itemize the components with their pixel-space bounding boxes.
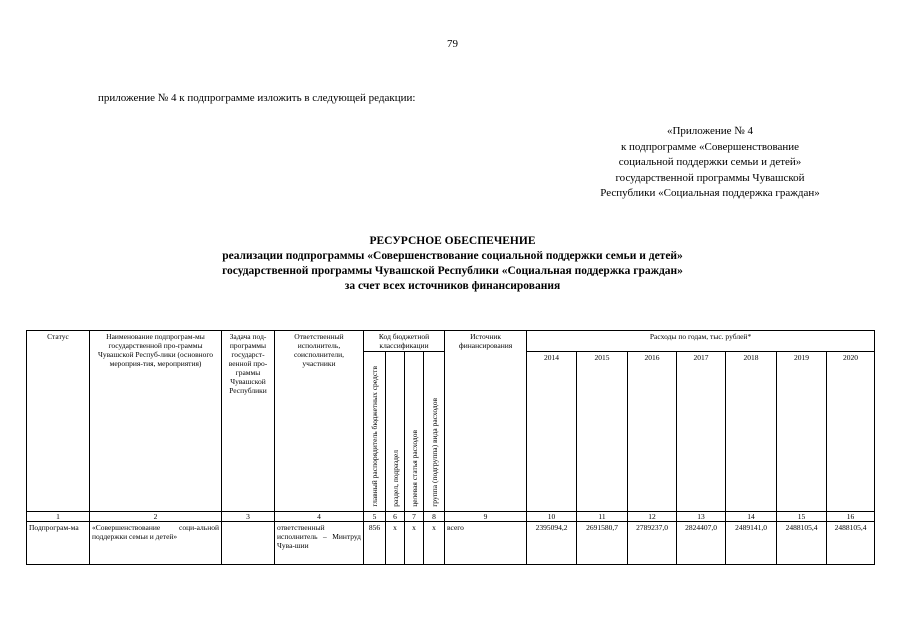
header-executor: Ответственный исполнитель, соисполнители, участники xyxy=(275,331,364,512)
appendix-line: «Приложение № 4 xyxy=(666,125,754,137)
cell-value: 2395094,2 xyxy=(527,522,577,565)
column-number: 5 xyxy=(364,512,386,522)
header-year: 2017 xyxy=(677,352,726,512)
column-number: 14 xyxy=(726,512,777,522)
column-number: 3 xyxy=(222,512,275,522)
heading-line: государственной программы Чувашской Республики «Социальная поддержка граждан» xyxy=(222,265,683,277)
column-number: 2 xyxy=(90,512,222,522)
header-section xyxy=(386,352,405,512)
column-number: 11 xyxy=(577,512,628,522)
header-year: 2015 xyxy=(577,352,628,512)
cell-status: Подпрограм-ма xyxy=(27,522,90,565)
header-expenses: Расходы по годам, тыс. рублей* xyxy=(527,331,875,352)
column-number: 9 xyxy=(445,512,527,522)
cell-value: 2824407,0 xyxy=(677,522,726,565)
appendix-block xyxy=(560,124,860,202)
header-year: 2014 xyxy=(527,352,577,512)
column-number-row xyxy=(27,512,875,522)
appendix-line: Республики «Социальная поддержка граждан» xyxy=(600,187,820,199)
column-number: 1 xyxy=(27,512,90,522)
intro-text: приложение № 4 к подпрограмме изложить в следующей редакции: xyxy=(98,92,416,104)
header-target xyxy=(405,352,424,512)
column-number: 12 xyxy=(628,512,677,522)
appendix-line: социальной поддержки семьи и детей» xyxy=(618,156,802,168)
header-source: Источник финансирования xyxy=(445,331,527,512)
header-grbs xyxy=(364,352,386,512)
column-number: 8 xyxy=(424,512,445,522)
header-task: Задача под-программы государст-венной про-граммы Чувашской Республики xyxy=(222,331,275,512)
cell-grbs: 856 xyxy=(364,522,386,565)
header-section-text: раздел, подраздел xyxy=(390,450,400,507)
appendix-line: государственной программы Чувашской xyxy=(615,171,805,184)
resource-table xyxy=(26,330,875,565)
cell-section: х xyxy=(386,522,405,565)
heading-line: реализации подпрограммы «Совершенствование социальной поддержки семьи и детей» xyxy=(222,250,683,262)
header-group-text: группа (подгруппа) вида расходов xyxy=(429,398,439,507)
cell-task xyxy=(222,522,275,565)
column-number: 7 xyxy=(405,512,424,522)
document-heading xyxy=(0,234,905,294)
table-row xyxy=(27,522,875,565)
header-target-text: целевая статья расходов xyxy=(409,430,419,507)
cell-value: 2489141,0 xyxy=(726,522,777,565)
header-status: Статус xyxy=(27,331,90,512)
column-number: 6 xyxy=(386,512,405,522)
header-year: 2018 xyxy=(726,352,777,512)
page-number: 79 xyxy=(447,38,458,50)
heading-line: за счет всех источников финансирования xyxy=(344,280,561,292)
header-year: 2020 xyxy=(827,352,875,512)
header-name: Наименование подпрограм-мы государственной про-граммы Чувашской Респуб-лики (основного мероприя-тия, мероприятия) xyxy=(90,331,222,512)
column-number: 10 xyxy=(527,512,577,522)
cell-target: х xyxy=(405,522,424,565)
column-number: 16 xyxy=(827,512,875,522)
column-number: 4 xyxy=(275,512,364,522)
column-number: 15 xyxy=(777,512,827,522)
cell-value: 2488105,4 xyxy=(777,522,827,565)
cell-source: всего xyxy=(445,522,527,565)
header-year: 2016 xyxy=(628,352,677,512)
cell-group: х xyxy=(424,522,445,565)
cell-executor: ответственный исполнитель – Минтруд Чува-шии xyxy=(275,522,364,565)
header-year: 2019 xyxy=(777,352,827,512)
column-number: 13 xyxy=(677,512,726,522)
header-grbs-text: главный распорядитель бюджетных средств xyxy=(370,366,379,507)
header-group xyxy=(424,352,445,512)
cell-name: «Совершенствование соци-альной поддержки семьи и детей» xyxy=(90,522,222,565)
cell-value: 2488105,4 xyxy=(827,522,875,565)
header-row xyxy=(27,331,875,352)
cell-value: 2691580,7 xyxy=(577,522,628,565)
cell-value: 2789237,0 xyxy=(628,522,677,565)
header-budget-code: Код бюджетной классификации xyxy=(364,331,445,352)
appendix-line: к подпрограмме «Совершенствование xyxy=(620,140,800,153)
heading-title: РЕСУРСНОЕ ОБЕСПЕЧЕНИЕ xyxy=(369,235,536,247)
